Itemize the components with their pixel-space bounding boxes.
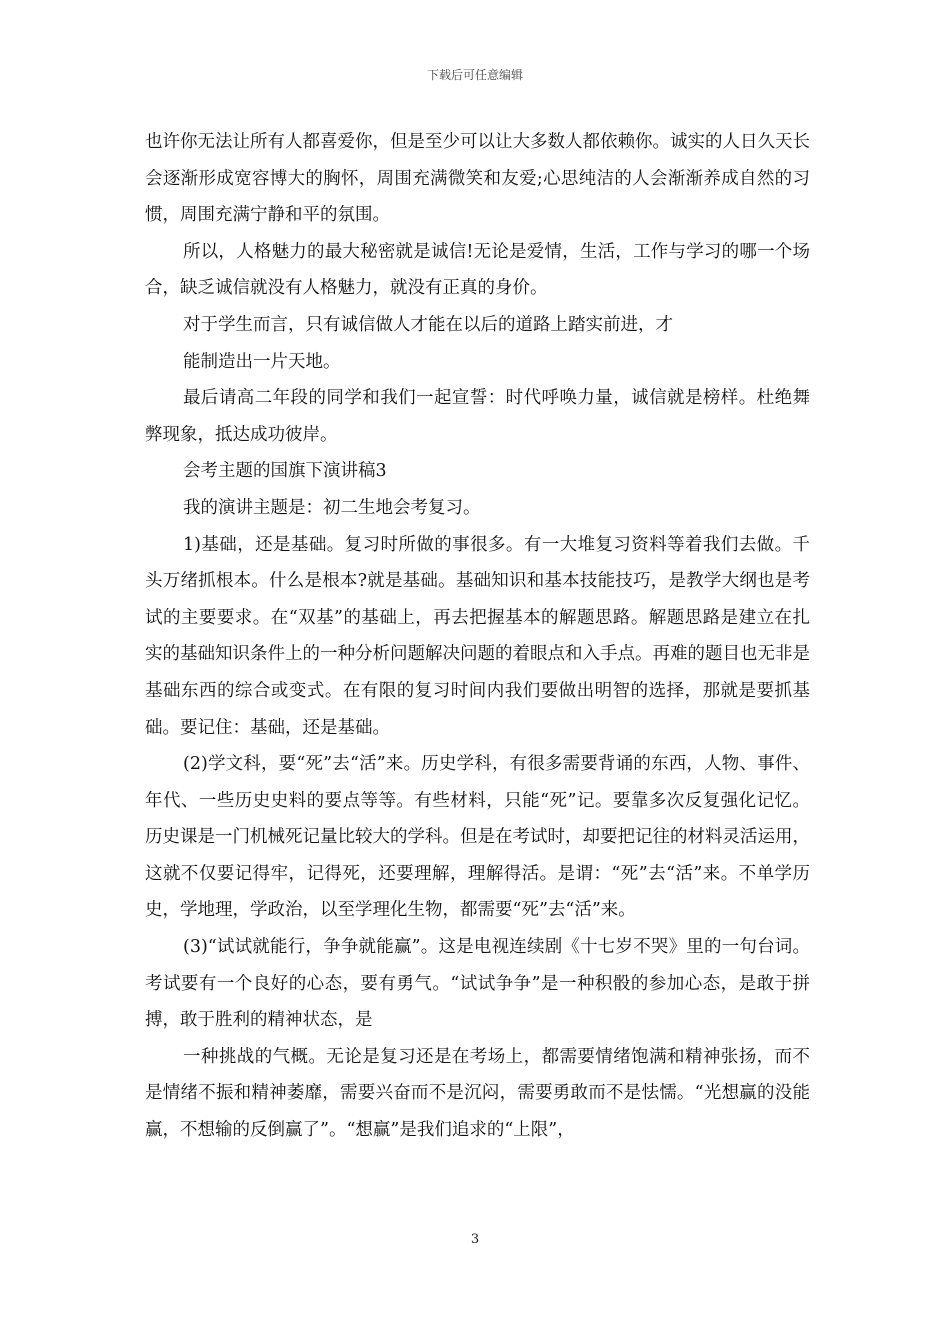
paragraph: (2)学文科，要“死”去“活”来。历史学科，有很多需要背诵的东西，人物、事件、年代、一些历史史料的要点等等。有些材料，只能“死”记。要靠多次反复强化记忆。历史课是一门机械死记量比较大的学科。但是在考试时，却要把记往的材料灵活运用，这就不仅要记得牢，记得死，还要理解，理解得活。是谓：“死”去“活”来。不单学历史，学地理，学政治，以至学理化生物，都需要“死”去“活”来。 [145,754,810,921]
page-number: 3 [470,1232,480,1247]
paragraph: 1)基础，还是基础。复习时所做的事很多。有一大堆复习资料等着我们去做。千头万绪抓根本。什么是根本?就是基础。基础知识和基本技能技巧，是教学大纲也是考试的主要要求。在“双基”的基础上，再去把握基本的解题思路。解题思路是建立在扎实的基础知识条件上的一种分析问题解决问题的着眼点和入手点。再难的题目也无非是基础东西的综合或变式。在有限的复习时间内我们要做出明智的选择，那就是要抓基础。要记住：基础，还是基础。 [145,534,810,738]
paragraph: 一种挑战的气概。无论是复习还是在考场上，都需要情绪饱满和精神张扬，而不是情绪不振和精神萎靡，需要兴奋而不是沉闷，需要勇敢而不是怯懦。“光想赢的没能赢，不想输的反倒赢了”。“想赢”是我们追求的“上限”， [145,1046,810,1141]
document-body [145,124,810,1149]
paragraph: 所以，人格魅力的最大秘密就是诚信!无论是爱情，生活，工作与学习的哪一个场合，缺乏诚信就没有人格魅力，就没有正真的身价。 [145,241,810,299]
paragraph: 对于学生而言，只有诚信做人才能在以后的道路上踏实前进，才 [183,314,673,335]
paragraph: 也许你无法让所有人都喜爱你，但是至少可以让大多数人都依赖你。诚实的人日久天长会逐渐形成宽容博大的胸怀，周围充满微笑和友爱;心思纯洁的人会渐渐养成自然的习惯，周围充满宁静和平的氛围。 [145,132,810,226]
section-heading: 会考主题的国旗下演讲稿3 [183,461,387,482]
paragraph: 能制造出一片天地。 [183,351,341,372]
paragraph: 最后请高二年段的同学和我们一起宣誓：时代呼唤力量，诚信就是榜样。杜绝舞弊现象，抵达成功彼岸。 [145,388,810,445]
page-header: 下载后可任意编辑 [426,68,523,82]
paragraph: (3)“试试就能行，争争就能赢”。这是电视连续剧《十七岁不哭》里的一句台词。考试要有一个良好的心态，要有勇气。“试试争争”是一种积骰的参加心态，是敢于拼搏，敢于胜利的精神状态，是 [145,937,810,1031]
paragraph: 我的演讲主题是：初二生地会考复习。 [183,497,481,518]
